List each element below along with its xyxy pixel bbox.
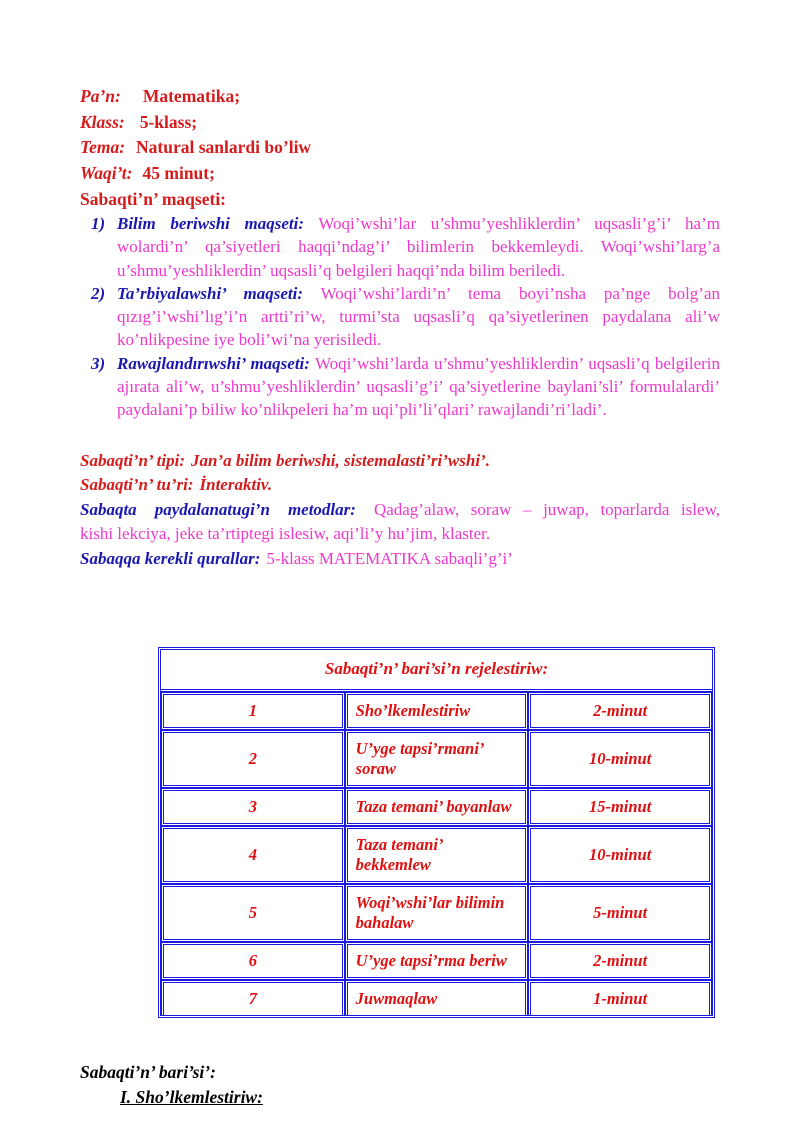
table-row: [161, 942, 712, 980]
table-row: [161, 826, 712, 884]
time-label: Waqi’t:: [80, 162, 133, 183]
row-duration: 15-minut: [528, 788, 712, 826]
class-value: 5-klass;: [139, 111, 198, 132]
row-duration: 10-minut: [528, 730, 712, 788]
meta-row-time: [80, 161, 720, 187]
lesson-form-value: İnteraktiv.: [199, 475, 273, 495]
meta-row-class: [80, 110, 720, 136]
row-stage-name: Sho’lkemlestiriw: [345, 692, 529, 730]
lesson-tools-row: [80, 547, 720, 572]
meta-row-subject: [80, 84, 720, 110]
row-duration: 2-minut: [528, 942, 712, 980]
course-heading: Sabaqti’n’ bari’si’:: [80, 1062, 216, 1082]
list-item: [80, 212, 720, 282]
table-row: [161, 980, 712, 1015]
row-duration: 2-minut: [528, 692, 712, 730]
row-number: 6: [161, 942, 345, 980]
methods-label-word-1: Sabaqta: [80, 499, 137, 519]
row-stage-name: Taza temani’ bayanlaw: [345, 788, 529, 826]
objective-title: Rawajlandırıwshi’ maqseti:: [117, 353, 310, 373]
tools-label: Sabaqqa kerekli qurallar:: [80, 548, 261, 568]
methods-label-word-3: metodlar:: [287, 499, 356, 519]
objectives-heading: Sabaqti’n’ maqseti:: [80, 189, 227, 209]
lesson-plan-table-wrapper: [158, 647, 715, 1018]
stage-one-label: I. Sho’lkemlestiriw:: [120, 1087, 263, 1107]
subject-label: Pa’n:: [80, 86, 121, 106]
list-item: [80, 282, 720, 352]
lesson-form-row: [80, 473, 720, 498]
lesson-type-value: Jan’a bilim beriwshi, sistemalasti’ri’wshi’.: [191, 450, 490, 470]
table-caption-row: [161, 650, 712, 692]
objective-title: Bilim beriwshi maqseti:: [117, 214, 305, 233]
topic-value: Natural sanlardi bo’liw: [136, 137, 312, 157]
subject-value: Matematika;: [142, 86, 241, 106]
objective-body: Woqi’wshi’lardi’n’ tema boyi’nsha pa’nge bolg’an qızıg’i’wshi’lıg’i’n artti’ri’w, turmi’sta uqsasli’q qa’siyetlerinen paydalana ali’w ko’nlikpesine iye boli’wi’na yerisiledi.: [117, 283, 720, 350]
row-duration: 10-minut: [528, 826, 712, 884]
table-row: [161, 730, 712, 788]
methods-value: Qadag’alaw, soraw – juwap, toparlarda islew, kishi lekciya, jeke ta’rtiptegi islesiw, aqi’li’y hu’jim, klaster.: [80, 499, 720, 544]
time-value: 45 minut;: [142, 162, 215, 183]
objective-title: Ta’rbiyalawshi’ maqseti:: [117, 283, 304, 303]
row-number: 4: [161, 826, 345, 884]
row-duration: 5-minut: [528, 884, 712, 942]
stage-one-heading: [80, 1085, 720, 1110]
lesson-plan-table: [158, 647, 715, 1018]
row-number: 2: [161, 730, 345, 788]
row-stage-name: Woqi’wshi’lar bilimin bahalaw: [345, 884, 529, 942]
tools-value: 5-klass MATEMATIKA sabaqli’g’i’: [266, 548, 513, 568]
meta-row-topic: [80, 135, 720, 161]
objective-body: Woqi’wshi’larda u’shmu’yeshliklerdin’ uqsasli’q belgilerin ajırata ali’w, u’shmu’yeshliklerdin’ uqsasli’g’i’ qa’siyetlerine baylani’sli’ formulalardi’ paydalani’p biliw ko’nlikpeleri ha’m uqi’pli’li’qlari’ rawajlandi’ri’ladi’.: [117, 353, 721, 420]
lesson-type-row: [80, 449, 720, 474]
lesson-details: [80, 449, 720, 572]
table-row: [161, 788, 712, 826]
objective-body: Woqi’wshi’lar u’shmu’yeshliklerdin’ uqsasli’g’i’ ha’m wolardi’n’ qa’siyetleri haqqi’ndag’i’ bilimlerin bekkemleydi. Woqi’wshi’larg’a u’shmu’yeshliklerdin’ uqsasli’q belgileri haqqi’nda bilim beriledi.: [117, 214, 720, 280]
lesson-course-section: [80, 1060, 720, 1110]
row-number: 5: [161, 884, 345, 942]
row-number: 3: [161, 788, 345, 826]
methods-label-word-2: paydalanatugi’n: [154, 499, 270, 519]
table-caption: Sabaqti’n’ bari’si’n rejelestiriw:: [161, 650, 712, 692]
row-stage-name: Taza temani’ bekkemlew: [345, 826, 529, 884]
row-stage-name: Juwmaqlaw: [345, 980, 529, 1015]
lesson-form-label: Sabaqti’n’ tu’ri:: [80, 475, 194, 495]
table-row: [161, 692, 712, 730]
document-body: [80, 84, 720, 571]
class-label: Klass:: [80, 111, 125, 132]
row-stage-name: U’yge tapsi’rmani’ soraw: [345, 730, 529, 788]
lesson-type-label: Sabaqti’n’ tipi:: [80, 450, 185, 470]
topic-label: Tema:: [80, 137, 126, 157]
row-number: 1: [161, 692, 345, 730]
row-number: 7: [161, 980, 345, 1015]
lesson-methods-row: [80, 498, 720, 547]
list-item: [80, 352, 720, 422]
row-stage-name: U’yge tapsi’rma beriw: [345, 942, 529, 980]
objectives-list: [80, 212, 720, 422]
row-duration: 1-minut: [528, 980, 712, 1015]
table-row: [161, 884, 712, 942]
